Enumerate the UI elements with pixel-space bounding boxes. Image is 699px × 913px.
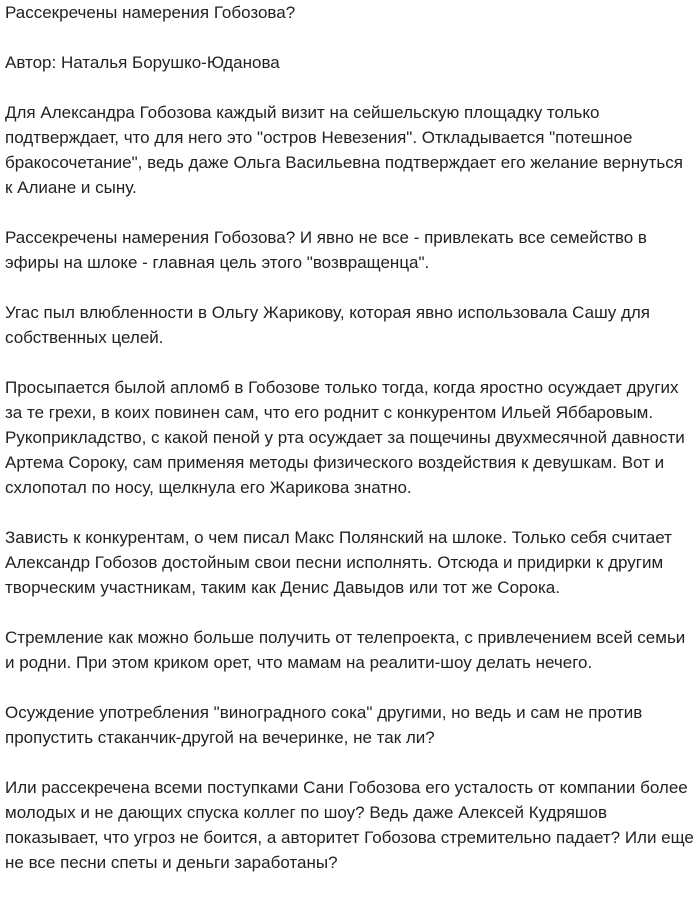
article-paragraph: Зависть к конкурентам, о чем писал Макс Полянский на шлоке. Только себя считает Александр Гобозов достойным свои песни исполнять. Отсюда и придирки к другим творческим участникам, таким как Денис Давыдов или тот же Сорока. bbox=[5, 528, 672, 597]
article-body bbox=[5, 0, 695, 875]
article-paragraph: Рассекречены намерения Гобозова? И явно не все - привлекать все семейство в эфиры на шлоке - главная цель этого "возвращенца". bbox=[5, 228, 647, 272]
article-paragraph: Просыпается былой апломб в Гобозове только тогда, когда яростно осуждает других за те грехи, в коих повинен сам, что его роднит с конкурентом Ильей Яббаровым. bbox=[5, 378, 679, 422]
article-paragraph: Осуждение употребления "виноградного сока" другими, но ведь и сам не против пропустить стаканчик-другой на вечеринке, не так ли? bbox=[5, 703, 643, 747]
article-author: Автор: Наталья Борушко-Юданова bbox=[5, 53, 280, 72]
article-paragraph: Угас пыл влюбленности в Ольгу Жарикову, которая явно использовала Сашу для собственных целей. bbox=[5, 303, 651, 347]
article-paragraph: Или рассекречена всеми поступками Сани Гобозова его усталость от компании более молодых и не дающих спуска коллег по шоу? Ведь даже Алексей Кудряшов показывает, что угроз не боится, а авторитет Гобозова стремительно падает? Или еще не все песни спеты и деньги заработаны? bbox=[5, 778, 694, 872]
article-paragraph: Рукоприкладство, с какой пеной у рта осуждает за пощечины двухмесячной давности Артема Сороку, сам применяя методы физического воздействия к девушкам. Вот и схлопотал по носу, щелкнула его Жарикова знатно. bbox=[5, 428, 685, 497]
article-paragraph: Стремление как можно больше получить от телепроекта, с привлечением всей семьи и родни. При этом криком орет, что мамам на реалити-шоу делать нечего. bbox=[5, 628, 686, 672]
article-title: Рассекречены намерения Гобозова? bbox=[5, 3, 296, 22]
article-paragraph: Для Александра Гобозова каждый визит на сейшельскую площадку только подтверждает, что для него это "остров Невезения". Откладывается "потешное бракосочетание", ведь даже Ольга Васильевна подтверждает его желание вернуться к Алиане и сыну. bbox=[5, 103, 683, 197]
